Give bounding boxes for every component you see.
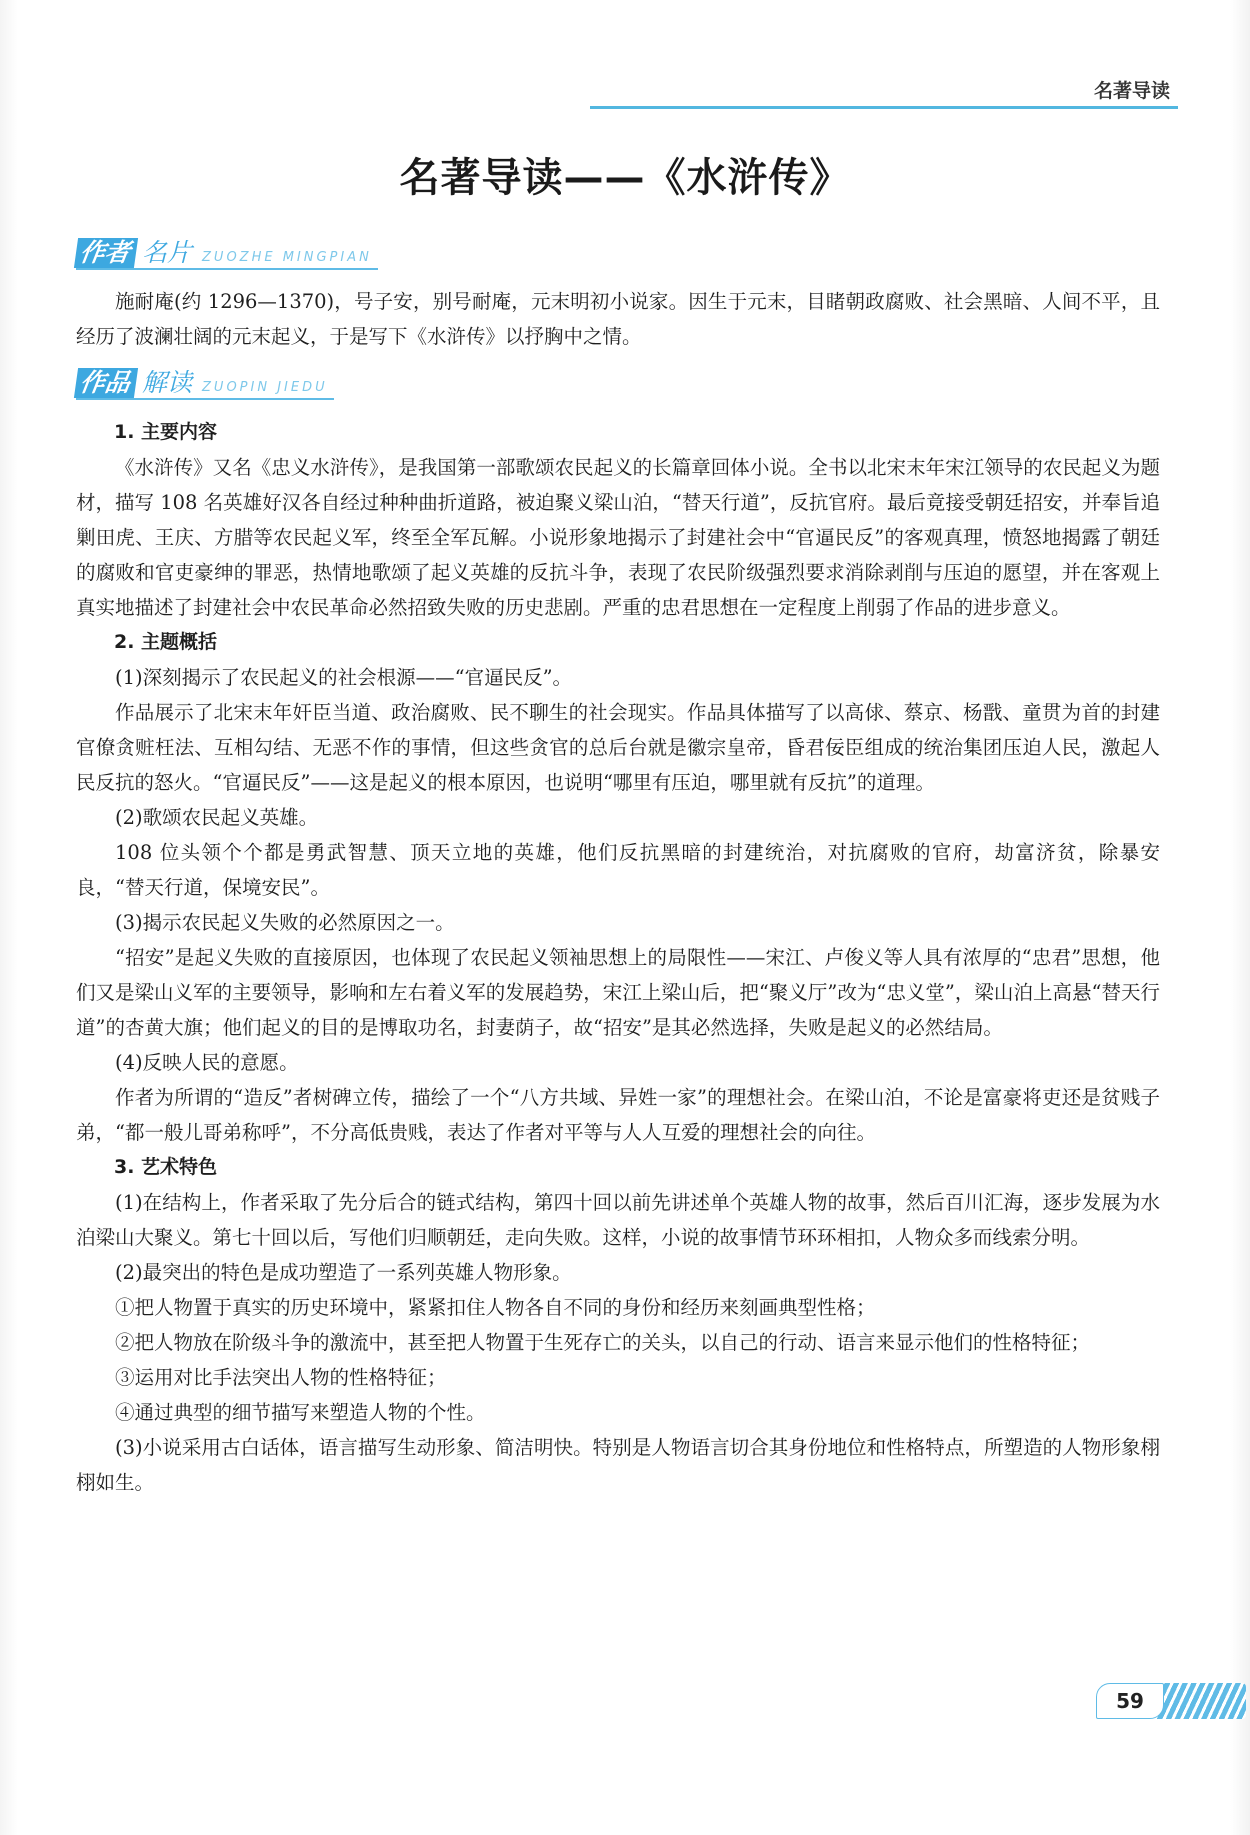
author-bio [76,284,1160,354]
section-tag: 作者 [74,238,138,268]
paragraph: ③运用对比手法突出人物的性格特征； [115,1366,447,1389]
paragraph: 108 位头领个个都是勇武智慧、顶天立地的英雄，他们反抗黑暗的封建统治，对抗腐败的官府，劫富济贫，除暴安良，“替天行道，保境安民”。 [76,841,1160,899]
paragraph: (2)最突出的特色是成功塑造了一系列英雄人物形象。 [115,1261,572,1284]
subheading-art-features: 3. 艺术特色 [114,1156,218,1178]
paragraph: ②把人物放在阶级斗争的激流中，甚至把人物置于生死存亡的关头，以自己的行动、语言来显示他们的性格特征； [115,1331,1091,1354]
subheading-theme: 2. 主题概括 [114,631,218,653]
work-analysis [76,415,1160,1500]
paragraph: (1)在结构上，作者采取了先分后合的链式结构，第四十回以前先讲述单个英雄人物的故事，然后百川汇海，逐步发展为水泊梁山大聚义。第七十回以后，写他们归顺朝廷，走向失败。这样，小说的故事情节环环相扣，人物众多而线索分明。 [76,1191,1160,1249]
paragraph: ④通过典型的细节描写来塑造人物的个性。 [115,1401,486,1424]
running-header: 名著导读 [1093,80,1170,102]
author-section-heading [76,234,372,268]
page-number-badge [1096,1683,1246,1719]
section-underline [76,398,334,400]
work-section-heading [76,364,328,398]
paragraph: 施耐庵(约 1296—1370)，号子安，别号耐庵，元末明初小说家。因生于元末，目睹朝政腐败、社会黑暗、人间不平，且经历了波澜壮阔的元末起义，于是写下《水浒传》以抒胸中之情。 [76,290,1160,348]
paragraph: 作品展示了北宋末年奸臣当道、政治腐败、民不聊生的社会现实。作品具体描写了以高俅、蔡京、杨戬、童贯为首的封建官僚贪赃枉法、互相勾结、无恶不作的事情，但这些贪官的总后台就是徽宗皇帝，昏君佞臣组成的统治集团压迫人民，激起人民反抗的怒火。“官逼民反”——这是起义的根本原因，也说明“哪里有压迫，哪里就有反抗”的道理。 [76,701,1160,794]
paragraph: (4)反映人民的意愿。 [115,1051,299,1074]
paragraph: “招安”是起义失败的直接原因，也体现了农民起义领袖思想上的局限性——宋江、卢俊义等人具有浓厚的“忠君”思想，他们又是梁山义军的主要领导，影响和左右着义军的发展趋势，宋江上梁山后，把“聚义厅”改为“忠义堂”，梁山泊上高悬“替天行道”的杏黄大旗；他们起义的目的是博取功名，封妻荫子，故“招安”是其必然选择，失败是起义的必然结局。 [76,946,1160,1039]
page-title: 名著导读——《水浒传》 [399,155,851,201]
section-tag: 作品 [74,368,138,398]
page-number: 59 [1096,1683,1164,1719]
header-rule [590,106,1178,109]
section-subtitle: 解读 [142,368,193,397]
section-pinyin: ZUOPIN JIEDU [202,380,328,395]
paragraph: ①把人物置于真实的历史环境中，紧紧扣住人物各自不同的身份和经历来刻画典型性格； [115,1296,876,1319]
paragraph: 作者为所谓的“造反”者树碑立传，描绘了一个“八方共域、异姓一家”的理想社会。在梁山泊，不论是富豪将吏还是贫贱子弟，“都一般儿哥弟称呼”，不分高低贵贱，表达了作者对平等与人人互爱的理想社会的向往。 [76,1086,1160,1144]
section-pinyin: ZUOZHE MINGPIAN [202,250,372,265]
section-subtitle: 名片 [142,238,193,267]
paragraph: 《水浒传》又名《忠义水浒传》，是我国第一部歌颂农民起义的长篇章回体小说。全书以北宋末年宋江领导的农民起义为题材，描写 108 名英雄好汉各自经过种种曲折道路，被迫聚义梁山泊，“替天行道”，反抗官府。最后竟接受朝廷招安，并奉旨追剿田虎、王庆、方腊等农民起义军，终至全军瓦解。小说形象地揭示了封建社会中“官逼民反”的客观真理，愤怒地揭露了朝廷的腐败和官吏豪绅的罪恶，热情地歌颂了起义英雄的反抗斗争，表现了农民阶级强烈要求消除剥削与压迫的愿望，并在客观上真实地描述了封建社会中农民革命必然招致失败的历史悲剧。严重的忠君思想在一定程度上削弱了作品的进步意义。 [76,456,1160,619]
paragraph: (1)深刻揭示了农民起义的社会根源——“官逼民反”。 [115,666,573,689]
section-underline [76,268,378,270]
page-number-stripes [1156,1683,1246,1719]
paragraph: (2)歌颂农民起义英雄。 [115,806,319,829]
paragraph: (3)揭示农民起义失败的必然原因之一。 [115,911,455,934]
subheading-main-content: 1. 主要内容 [114,421,218,443]
paragraph: (3)小说采用古白话体，语言描写生动形象、简洁明快。特别是人物语言切合其身份地位和性格特点，所塑造的人物形象栩栩如生。 [76,1436,1160,1494]
